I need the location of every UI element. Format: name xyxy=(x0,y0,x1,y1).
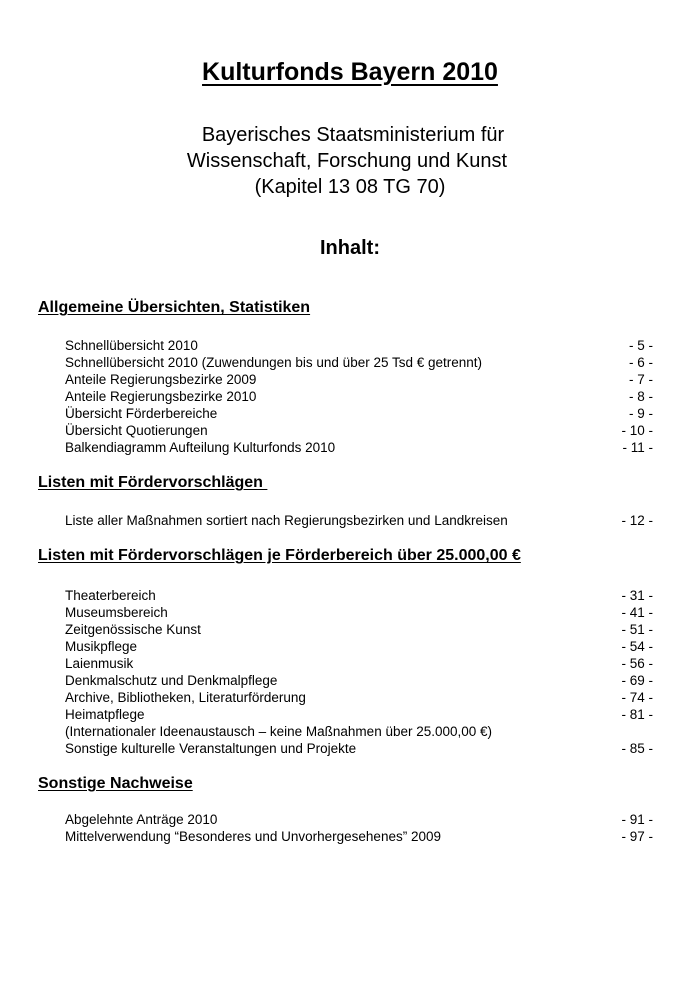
toc-entry xyxy=(65,587,653,604)
toc-entry-page: - 56 - xyxy=(621,656,653,671)
toc-entry xyxy=(65,621,653,638)
toc-entry-page: - 85 - xyxy=(621,741,653,756)
toc-entry-page: - 51 - xyxy=(621,622,653,637)
toc-entry xyxy=(65,828,653,845)
toc-entry-label: Laienmusik xyxy=(65,656,134,671)
section-list-overviews xyxy=(65,337,653,456)
section-list-proposals-by-area xyxy=(65,587,653,757)
toc-entry xyxy=(65,439,653,456)
toc-entry xyxy=(65,811,653,828)
toc-entry-label: Anteile Regierungsbezirke 2010 xyxy=(65,389,257,404)
toc-entry-page: - 69 - xyxy=(621,673,653,688)
section-heading-proposals-by-area: Listen mit Fördervorschlägen je Förderbereich über 25.000,00 € xyxy=(38,547,521,564)
toc-entry xyxy=(65,723,653,740)
toc-entry xyxy=(65,638,653,655)
toc-entry xyxy=(65,337,653,354)
toc-entry xyxy=(65,388,653,405)
toc-entry-label: Zeitgenössische Kunst xyxy=(65,622,201,637)
toc-entry-label: Liste aller Maßnahmen sortiert nach Regierungsbezirken und Landkreisen xyxy=(65,513,508,528)
toc-entry xyxy=(65,655,653,672)
toc-entry xyxy=(65,422,653,439)
toc-entry xyxy=(65,689,653,706)
toc-entry-page: - 8 - xyxy=(628,389,653,404)
toc-entry-page: - 12 - xyxy=(621,513,653,528)
toc-entry-page: - 74 - xyxy=(621,690,653,705)
toc-entry-page: - 9 - xyxy=(628,406,653,421)
toc-entry-label: Abgelehnte Anträge 2010 xyxy=(65,812,218,827)
toc-entry-label: Theaterbereich xyxy=(65,588,156,603)
toc-entry xyxy=(65,512,653,529)
toc-entry-label: Heimatpflege xyxy=(65,707,145,722)
contents-heading: Inhalt: xyxy=(320,237,380,259)
toc-entry-page: - 41 - xyxy=(621,605,653,620)
toc-entry-page: - 97 - xyxy=(621,829,653,844)
toc-entry-label: Musikpflege xyxy=(65,639,138,654)
toc-entry-page: - 5 - xyxy=(628,338,653,353)
toc-entry-label: Schnellübersicht 2010 (Zuwendungen bis und über 25 Tsd € getrennt) xyxy=(65,355,483,370)
toc-entry-page: - 81 - xyxy=(621,707,653,722)
toc-entry xyxy=(65,371,653,388)
toc-entry-page: - 6 - xyxy=(628,355,653,370)
toc-entry xyxy=(65,354,653,371)
toc-entry-page: - 54 - xyxy=(621,639,653,654)
section-heading-proposals: Listen mit Fördervorschlägen xyxy=(38,474,268,491)
toc-entry-label: Übersicht Quotierungen xyxy=(65,423,208,438)
toc-entry-label: Archive, Bibliotheken, Literaturförderung xyxy=(65,690,306,705)
section-list-other xyxy=(65,811,653,845)
toc-entry-label: Denkmalschutz und Denkmalpflege xyxy=(65,673,278,688)
section-list-proposals xyxy=(65,512,653,529)
toc-entry xyxy=(65,672,653,689)
toc-entry-label: Anteile Regierungsbezirke 2009 xyxy=(65,372,257,387)
section-heading-overviews: Allgemeine Übersichten, Statistiken xyxy=(38,299,311,316)
toc-entry-label: Schnellübersicht 2010 xyxy=(65,338,198,353)
toc-entry-label: Mittelverwendung “Besonderes und Unvorhergesehenes” 2009 xyxy=(65,829,441,844)
toc-entry-label: (Internationaler Ideenaustausch – keine Maßnahmen über 25.000,00 €) xyxy=(65,724,493,739)
toc-entry-label: Museumsbereich xyxy=(65,605,168,620)
toc-entry-page: - 7 - xyxy=(628,372,653,387)
toc-entry-page: - 10 - xyxy=(621,423,653,438)
toc-entry xyxy=(65,706,653,723)
toc-entry-label: Sonstige kulturelle Veranstaltungen und Projekte xyxy=(65,741,357,756)
subtitle-line-2: Wissenschaft, Forschung und Kunst xyxy=(186,150,508,172)
toc-entry-page: - 31 - xyxy=(621,588,653,603)
toc-entry-page: - 91 - xyxy=(621,812,653,827)
toc-entry xyxy=(65,604,653,621)
toc-entry xyxy=(65,740,653,757)
toc-entry-label: Balkendiagramm Aufteilung Kulturfonds 2010 xyxy=(65,440,336,455)
subtitle-line-3: (Kapitel 13 08 TG 70) xyxy=(254,176,446,198)
toc-entry xyxy=(65,405,653,422)
subtitle-line-1: Bayerisches Staatsministerium für xyxy=(201,124,505,146)
toc-entry-label: Übersicht Förderbereiche xyxy=(65,406,218,421)
section-heading-other: Sonstige Nachweise xyxy=(38,775,193,792)
document-title: Kulturfonds Bayern 2010 xyxy=(202,58,498,86)
toc-entry-page: - 11 - xyxy=(622,440,653,455)
